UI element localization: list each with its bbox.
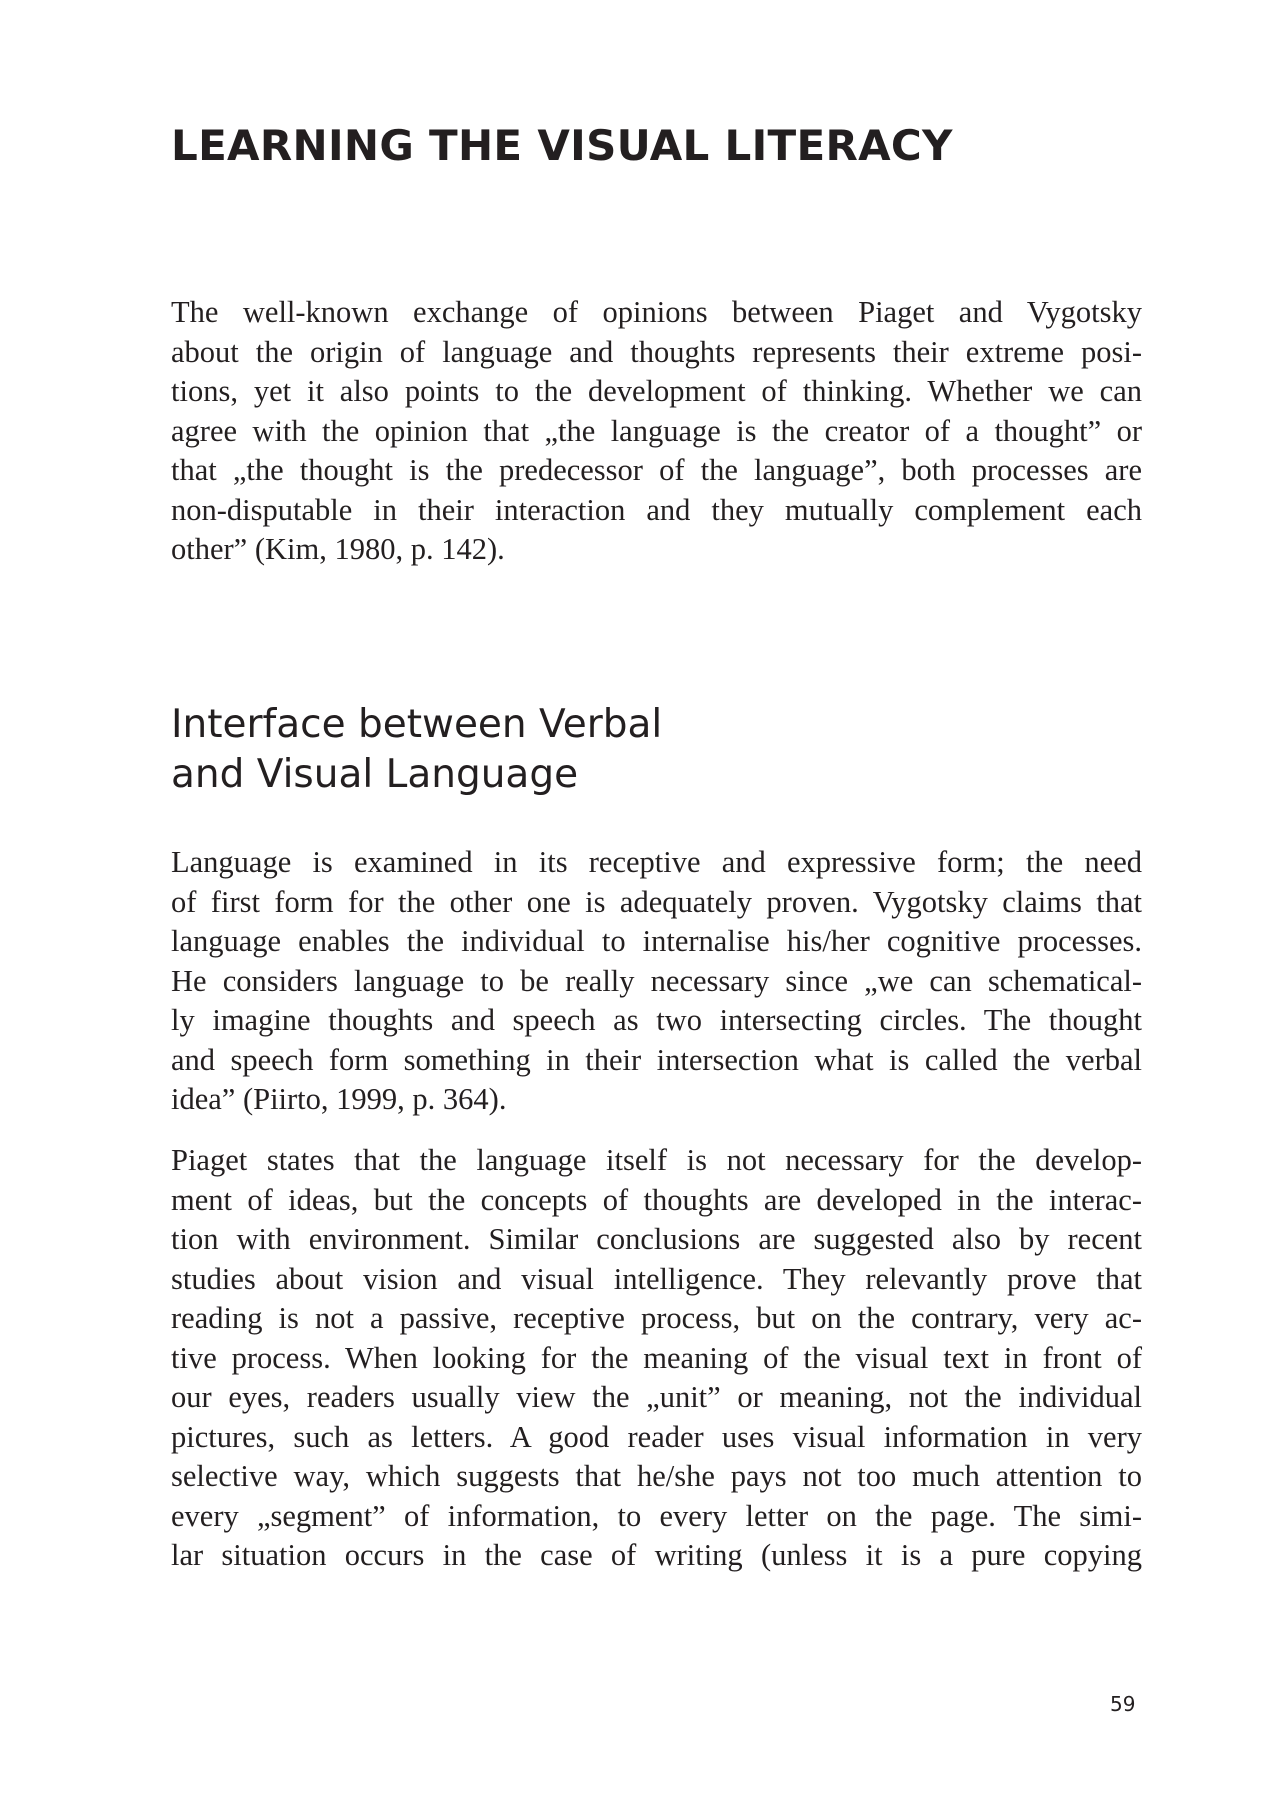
text-line: tive process. When looking for the meaning of the visual text in front of [171,1340,1142,1375]
page-number: 59 [1110,1692,1136,1716]
text-line: tions, yet it also points to the development of thinking. Whether we can [171,374,1142,408]
text-line: studies about vision and visual intelligence. They relevantly prove that [171,1261,1142,1296]
text-line: of first form for the other one is adequately proven. Vygotsky claims that [171,884,1142,919]
section-title [171,700,662,800]
text-line: pictures, such as letters. A good reader uses visual information in very [171,1419,1142,1454]
text-line: He considers language to be really necessary since „we can schematical- [171,963,1142,998]
text-line: lar situation occurs in the case of writing (unless it is a pure copying [171,1538,1142,1572]
text-line: agree with the opinion that „the language is the creator of a thought” or [171,413,1142,448]
text-line: every „segment” of information, to every letter on the page. The simi- [171,1498,1142,1533]
text-line: Language is examined in its receptive and expressive form; the need [171,845,1142,879]
text-line: tion with environment. Similar conclusions are suggested also by recent [171,1222,1142,1256]
text-line: ment of ideas, but the concepts of thoughts are developed in the interac- [171,1182,1142,1217]
text-line: selective way, which suggests that he/she pays not too much attention to [171,1459,1142,1493]
text-line: and speech form something in their intersection what is called the verbal [171,1042,1142,1077]
chapter-title: LEARNING THE VISUAL LITERACY [171,121,953,170]
text-line: language enables the individual to internalise his/her cognitive processes. [171,924,1142,958]
text-line: our eyes, readers usually view the „unit” or meaning, not the individual [171,1380,1142,1414]
text-line: non-disputable in their interaction and they mutually complement each [171,492,1142,527]
section-paragraph-2 [171,1141,1142,1576]
intro-paragraph [171,293,1142,570]
text-line: that „the thought is the predecessor of the language”, both processes are [171,453,1142,487]
text-line: reading is not a passive, receptive process, but on the contrary, very ac- [171,1301,1142,1335]
section-title-line: Interface between Verbal [171,702,663,747]
text-line: Piaget states that the language itself is not necessary for the develop- [171,1143,1142,1177]
section-title-line: and Visual Language [171,752,579,797]
text-line: ly imagine thoughts and speech as two intersecting circles. The thought [171,1003,1142,1037]
text-line: about the origin of language and thoughts represents their extreme posi- [171,334,1142,369]
text-line: other” (Kim, 1980, p. 142). [171,532,505,566]
section-paragraph-1 [171,843,1142,1120]
text-line: The well-known exchange of opinions between Piaget and Vygotsky [171,295,1142,329]
text-line: idea” (Piirto, 1999, p. 364). [171,1082,507,1116]
